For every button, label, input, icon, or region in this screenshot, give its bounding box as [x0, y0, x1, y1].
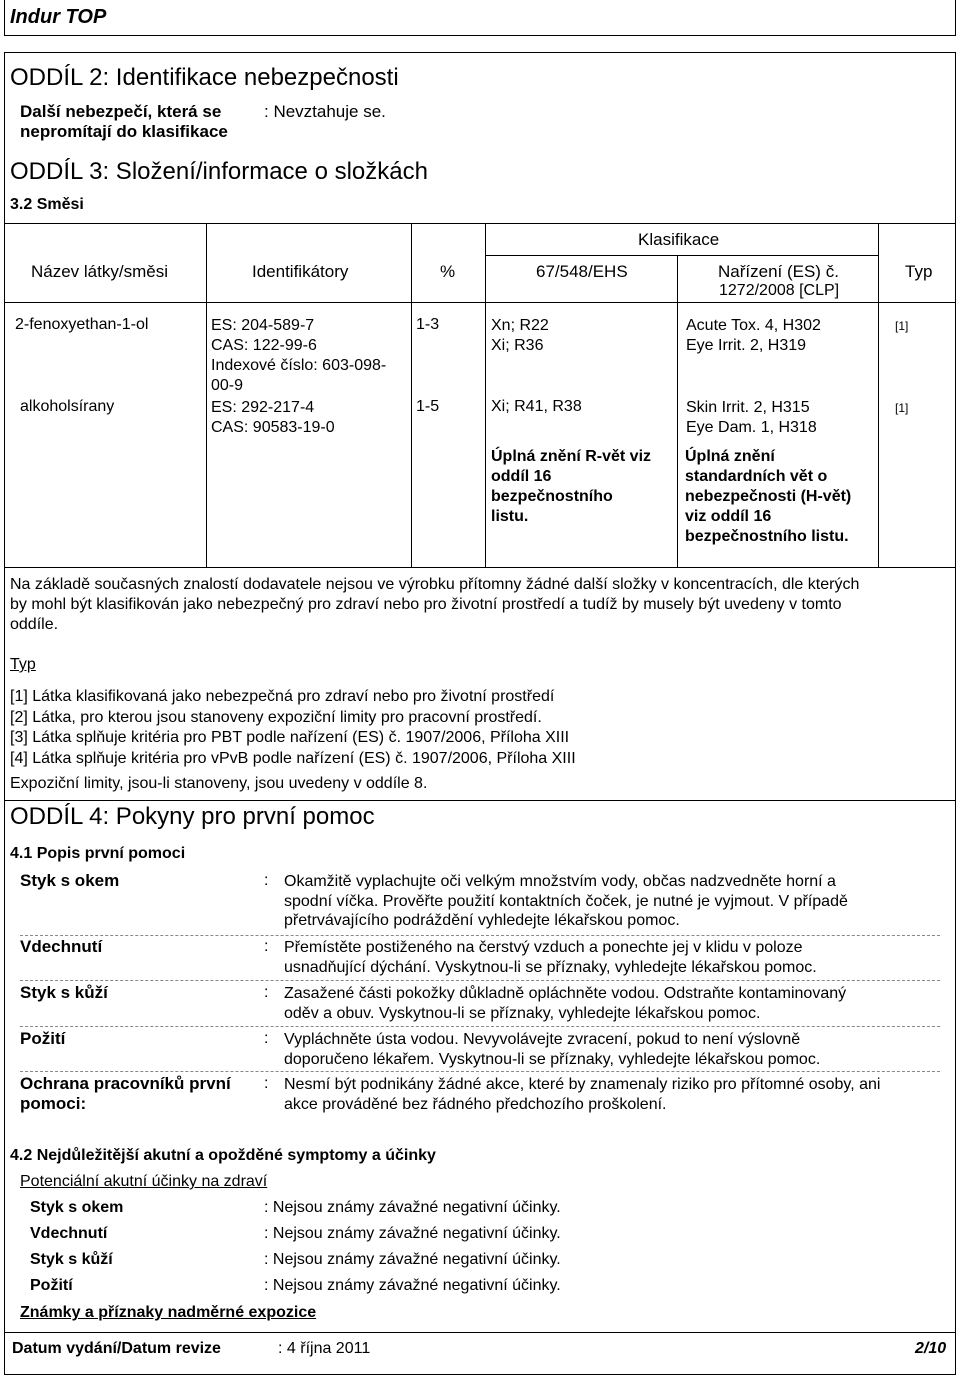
type-notes [10, 687, 576, 769]
col-header-name: Název látky/směsi [31, 262, 168, 281]
col-divider [411, 223, 412, 567]
first-aid-text-ingestion [284, 1030, 820, 1069]
label-line: pomoci: [20, 1094, 87, 1113]
colon: : [264, 938, 269, 955]
text-line: Přemístěte postiženého na čerstvý vzduch a ponechte jej v klidu v poloze [284, 939, 803, 956]
note-line: Úplná znění [685, 448, 775, 465]
item-separator [20, 1026, 940, 1027]
text-line: Okamžitě vyplachujte oči velkým množstvím vody, občas nadzvedněte horní a [284, 873, 836, 890]
note-line: nebezpečnosti (H-vět) [685, 488, 852, 505]
substance-name: alkoholsírany [20, 398, 115, 415]
text-line: Zasažené části pokožky důkladně opláchněte vodou. Odstraňte kontaminovaný [284, 985, 847, 1002]
section-2-value: : Nevztahuje se. [264, 102, 386, 121]
type-ref: [1] [895, 401, 909, 415]
colon: : [264, 1075, 269, 1092]
table-header-border [5, 302, 955, 303]
type-note: [2] Látka, pro kterou jsou stanoveny expoziční limity pro pracovní prostředí. [10, 708, 542, 726]
note-line: listu. [491, 508, 529, 525]
acute-label-inhalation: Vdechnutí [30, 1225, 108, 1242]
acute-label-skin: Styk s kůží [30, 1251, 113, 1268]
col-divider [677, 255, 678, 567]
acute-label-eye: Styk s okem [30, 1199, 124, 1216]
overexposure-heading: Známky a příznaky nadměrné expozice [20, 1304, 317, 1321]
text-line: přetrvávajícího podráždění vyhledejte lékařskou pomoc. [284, 912, 680, 929]
classification-67-548 [491, 316, 549, 356]
substance-name: 2-fenoxyethan-1-ol [15, 316, 149, 333]
text-line: oděv a obuv. Vyskytnou-li se příznaky, vyhledejte lékařskou pomoc. [284, 1004, 761, 1022]
section-3-subheading: 3.2 Směsi [10, 196, 84, 213]
col-divider [878, 223, 879, 567]
paragraph-line: Na základě současných znalostí dodavatele nejsou ve výrobku přítomny žádné další složky v koncentracích, dle kterých [10, 576, 860, 593]
col-header-classification: Klasifikace [638, 230, 720, 249]
first-aid-label-ingestion: Požití [20, 1029, 66, 1048]
table-top-border [5, 223, 955, 224]
classification-divider [485, 255, 878, 256]
footer-divider [5, 1332, 955, 1333]
col-header-67-548: 67/548/EHS [536, 262, 628, 281]
colon: : [264, 1030, 269, 1047]
first-aid-label-skin: Styk s kůží [20, 983, 108, 1002]
first-aid-text-inhalation [284, 938, 817, 977]
col-header-identifiers: Identifikátory [252, 262, 349, 281]
identifiers [211, 316, 386, 396]
colon: : [264, 872, 269, 889]
colon: : [264, 984, 269, 1001]
type-note: [4] Látka splňuje kritéria pro vPvB podle nařízení (ES) č. 1907/2006, Příloha XIII [10, 749, 576, 767]
class-line: Skin Irrit. 2, H315 [686, 399, 810, 416]
first-aid-label-eye: Styk s okem [20, 871, 120, 890]
note-line: bezpečnostního [491, 488, 613, 505]
acute-value-skin: : Nejsou známy závažné negativní účinky. [264, 1251, 561, 1268]
identifiers [211, 398, 335, 438]
identifier-cas: CAS: 90583-19-0 [211, 419, 335, 436]
acute-label-ingestion: Požití [30, 1277, 73, 1294]
section-3-heading: ODDÍL 3: Složení/informace o složkách [10, 158, 428, 185]
classification-clp [686, 398, 817, 438]
identifier-index-cont: 00-9 [211, 377, 244, 394]
section-4-2-subheading: 4.2 Nejdůležitější akutní a opožděné symptomy a účinky [10, 1147, 436, 1164]
note-line: Úplná znění R-vět viz [491, 448, 652, 465]
type-note: [3] Látka splňuje kritéria pro PBT podle nařízení (ES) č. 1907/2006, Příloha XIII [10, 729, 570, 746]
composition-paragraph [10, 575, 859, 635]
paragraph-line: oddíle. [10, 616, 59, 633]
text-line: usnadňující dýchání. Vyskytnou-li se příznaky, vyhledejte lékařskou pomoc. [284, 958, 817, 976]
classification-67-548: Xi; R41, R38 [491, 398, 582, 415]
first-aid-text-eye [284, 872, 848, 931]
table-bottom-border [5, 567, 955, 568]
first-aid-label-rescuer [20, 1074, 231, 1114]
h-phrases-note [685, 447, 851, 547]
page-number: 2/10 [915, 1340, 947, 1357]
acute-effects-heading: Potenciální akutní účinky na zdraví [20, 1173, 268, 1190]
acute-value-ingestion: : Nejsou známy závažné negativní účinky. [264, 1277, 561, 1294]
class-line: Xn; R22 [491, 317, 549, 334]
section-2-label [20, 102, 228, 142]
label-line: nepromítají do klasifikace [20, 122, 228, 141]
product-name: Indur TOP [10, 6, 107, 28]
identifier-cas: CAS: 122-99-6 [211, 337, 317, 354]
class-line: Eye Irrit. 2, H319 [686, 337, 807, 354]
identifier-index: Indexové číslo: 603-098- [211, 357, 387, 374]
col-header-type: Typ [905, 262, 933, 281]
percent: 1-5 [416, 398, 440, 415]
acute-value-eye: : Nejsou známy závažné negativní účinky. [264, 1199, 561, 1216]
first-aid-text-rescuer [284, 1075, 880, 1114]
note-line: bezpečnostního listu. [685, 528, 849, 545]
text-line: Nesmí být podnikány žádné akce, které by znamenaly riziko pro přítomné osoby, ani [284, 1076, 881, 1093]
acute-value-inhalation: : Nejsou známy závažné negativní účinky. [264, 1225, 561, 1242]
label-line: Ochrana pracovníků první [20, 1074, 231, 1093]
first-aid-label-inhalation: Vdechnutí [20, 937, 103, 956]
paragraph-line: by mohl být klasifikován jako nebezpečný pro zdraví nebo pro životní prostředí a tudíž by musely být uvedeny v tomto [10, 596, 842, 613]
col-header-percent: % [440, 262, 456, 281]
text-line: akce prováděné bez řádného předchozího proškolení. [284, 1095, 667, 1113]
type-note: [1] Látka klasifikovaná jako nebezpečná pro zdraví nebo pro životní prostředí [10, 688, 555, 705]
section-4-heading: ODDÍL 4: Pokyny pro první pomoc [10, 803, 375, 830]
exposure-note: Expoziční limity, jsou-li stanoveny, jsou uvedeny v oddíle 8. [10, 775, 428, 792]
type-ref: [1] [895, 319, 909, 333]
percent: 1-3 [416, 316, 440, 333]
note-line: standardních vět o [685, 468, 828, 485]
text-line: spodní víčka. Prověřte použití kontaktních čoček, je nutné je vyjmout. V případě [284, 892, 848, 910]
type-heading: Typ [10, 656, 36, 673]
col-header-clp-2: 1272/2008 [CLP] [719, 282, 840, 299]
class-line: Xi; R36 [491, 337, 544, 354]
item-separator [20, 935, 940, 936]
text-line: Vypláchněte ústa vodou. Nevyvolávejte zvracení, pokud to není výslovně [284, 1031, 801, 1048]
label-line: Další nebezpečí, která se [20, 102, 222, 121]
col-divider [206, 223, 207, 567]
item-separator [20, 980, 940, 981]
section-4-1-subheading: 4.1 Popis první pomoci [10, 845, 186, 862]
r-phrases-note [491, 447, 651, 527]
col-divider [485, 223, 486, 567]
identifier-es: ES: 292-217-4 [211, 399, 315, 416]
note-line: oddíl 16 [491, 468, 552, 485]
text-line: doporučeno lékařem. Vyskytnou-li se příznaky, vyhledejte lékařskou pomoc. [284, 1050, 821, 1068]
footer-label: Datum vydání/Datum revize [12, 1340, 221, 1357]
class-line: Acute Tox. 4, H302 [686, 317, 821, 334]
note-line: viz oddíl 16 [685, 508, 772, 525]
section-2-heading: ODDÍL 2: Identifikace nebezpečnosti [10, 64, 399, 91]
document-header [4, 0, 956, 36]
footer-date: : 4 října 2011 [278, 1340, 371, 1357]
classification-clp [686, 316, 821, 356]
col-header-clp: Nařízení (ES) č. [718, 262, 839, 281]
first-aid-text-skin [284, 984, 846, 1023]
section-divider [5, 800, 955, 801]
identifier-es: ES: 204-589-7 [211, 317, 315, 334]
item-separator [20, 1071, 940, 1072]
class-line: Eye Dam. 1, H318 [686, 419, 817, 436]
